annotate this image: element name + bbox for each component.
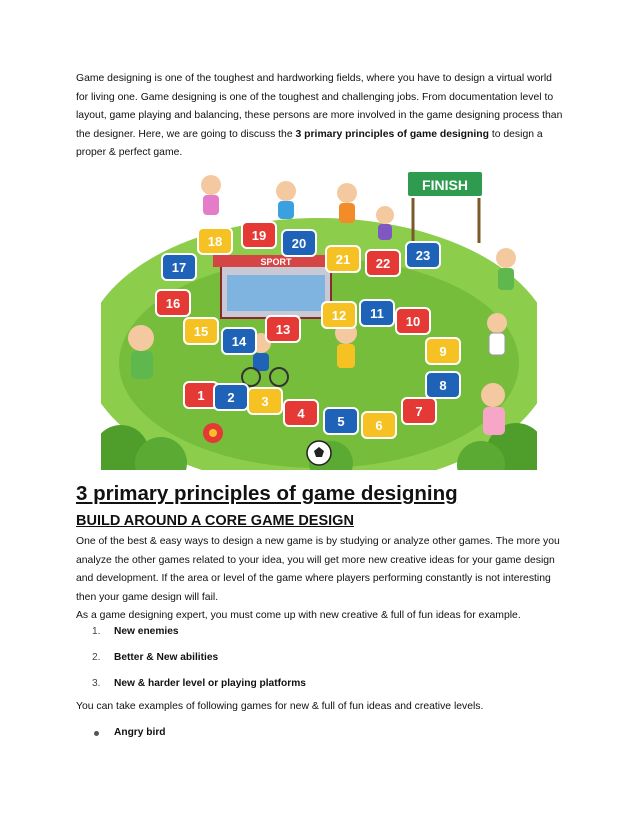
board-tile-number: 5: [337, 414, 345, 429]
board-tile-number: 13: [275, 322, 291, 337]
board-tile-number: 18: [207, 234, 223, 249]
list-item-text: Angry bird: [114, 727, 166, 738]
list-number: 1.: [92, 626, 101, 637]
list-number: 2.: [92, 652, 101, 663]
list-item-text: New & harder level or playing platforms: [114, 678, 306, 689]
intro-bold-text: 3 primary principles of game designing: [295, 128, 489, 140]
board-tile-number: 8: [439, 378, 447, 393]
board-tile-number: 6: [375, 418, 383, 433]
board-tile-number: 2: [227, 390, 235, 405]
board-tile-number: 12: [331, 308, 347, 323]
board-tile-number: 1: [197, 388, 205, 403]
examples-paragraph: You can take examples of following games for new & full of fun ideas and creative levels.: [76, 701, 484, 712]
sport-sign: SPORT: [260, 257, 292, 267]
list-number: 3.: [92, 678, 101, 689]
body-paragraph: [76, 533, 566, 626]
bullet-icon: [94, 731, 99, 736]
intro-text: Game designing is one of the toughest and hardworking fields, where you have to design a virtual world for living one. Game designing is one of the toughest and challenging jobs. From documentation level to layout, game playing and balancing, these persons are more involved in the game designing process than the designer. Here, we are going to discuss the: [76, 73, 563, 140]
board-tile-number: 17: [171, 260, 187, 275]
board-tile-number: 9: [439, 344, 447, 359]
section-subheading: BUILD AROUND A CORE GAME DESIGN: [76, 513, 354, 529]
board-tile-number: 7: [415, 404, 423, 419]
flower-icon: [203, 423, 223, 443]
board-tile-number: 21: [335, 252, 351, 267]
sport-building: [213, 255, 339, 318]
section-heading: 3 primary principles of game designing: [76, 482, 458, 505]
body-paragraph-text: One of the best & easy ways to design a new game is by studying or analyze other games. The more you analyze the other games related to your idea, you will get more new creative ideas for your game design and development. If the area or level of the game where players performing constantly is not interesting then your game design will fail.: [76, 536, 560, 603]
list-item-text: Better & New abilities: [114, 652, 219, 663]
board-tile-number: 16: [165, 296, 181, 311]
finish-label: FINISH: [422, 177, 468, 193]
board-tile-number: 14: [231, 334, 247, 349]
board-tile-number: 4: [297, 406, 305, 421]
board-tile-number: 3: [261, 394, 269, 409]
intro-paragraph: [76, 70, 566, 163]
board-tile-number: 20: [291, 236, 307, 251]
board-tile-number: 15: [193, 324, 209, 339]
board-game-illustration: [101, 163, 537, 470]
intro-text-end: to design a proper & perfect game.: [76, 128, 543, 159]
body-paragraph-text-2: As a game designing expert, you must come up with new creative & full of fun ideas for example.: [76, 610, 521, 622]
board-tile-number: 10: [405, 314, 421, 329]
board-tile-number: 22: [375, 256, 391, 271]
soccer-ball-icon: [307, 441, 331, 465]
board-tile-number: 19: [251, 228, 267, 243]
list-item-text: New enemies: [114, 626, 179, 637]
board-tile-number: 23: [415, 248, 431, 263]
board-tile-number: 11: [370, 306, 384, 321]
